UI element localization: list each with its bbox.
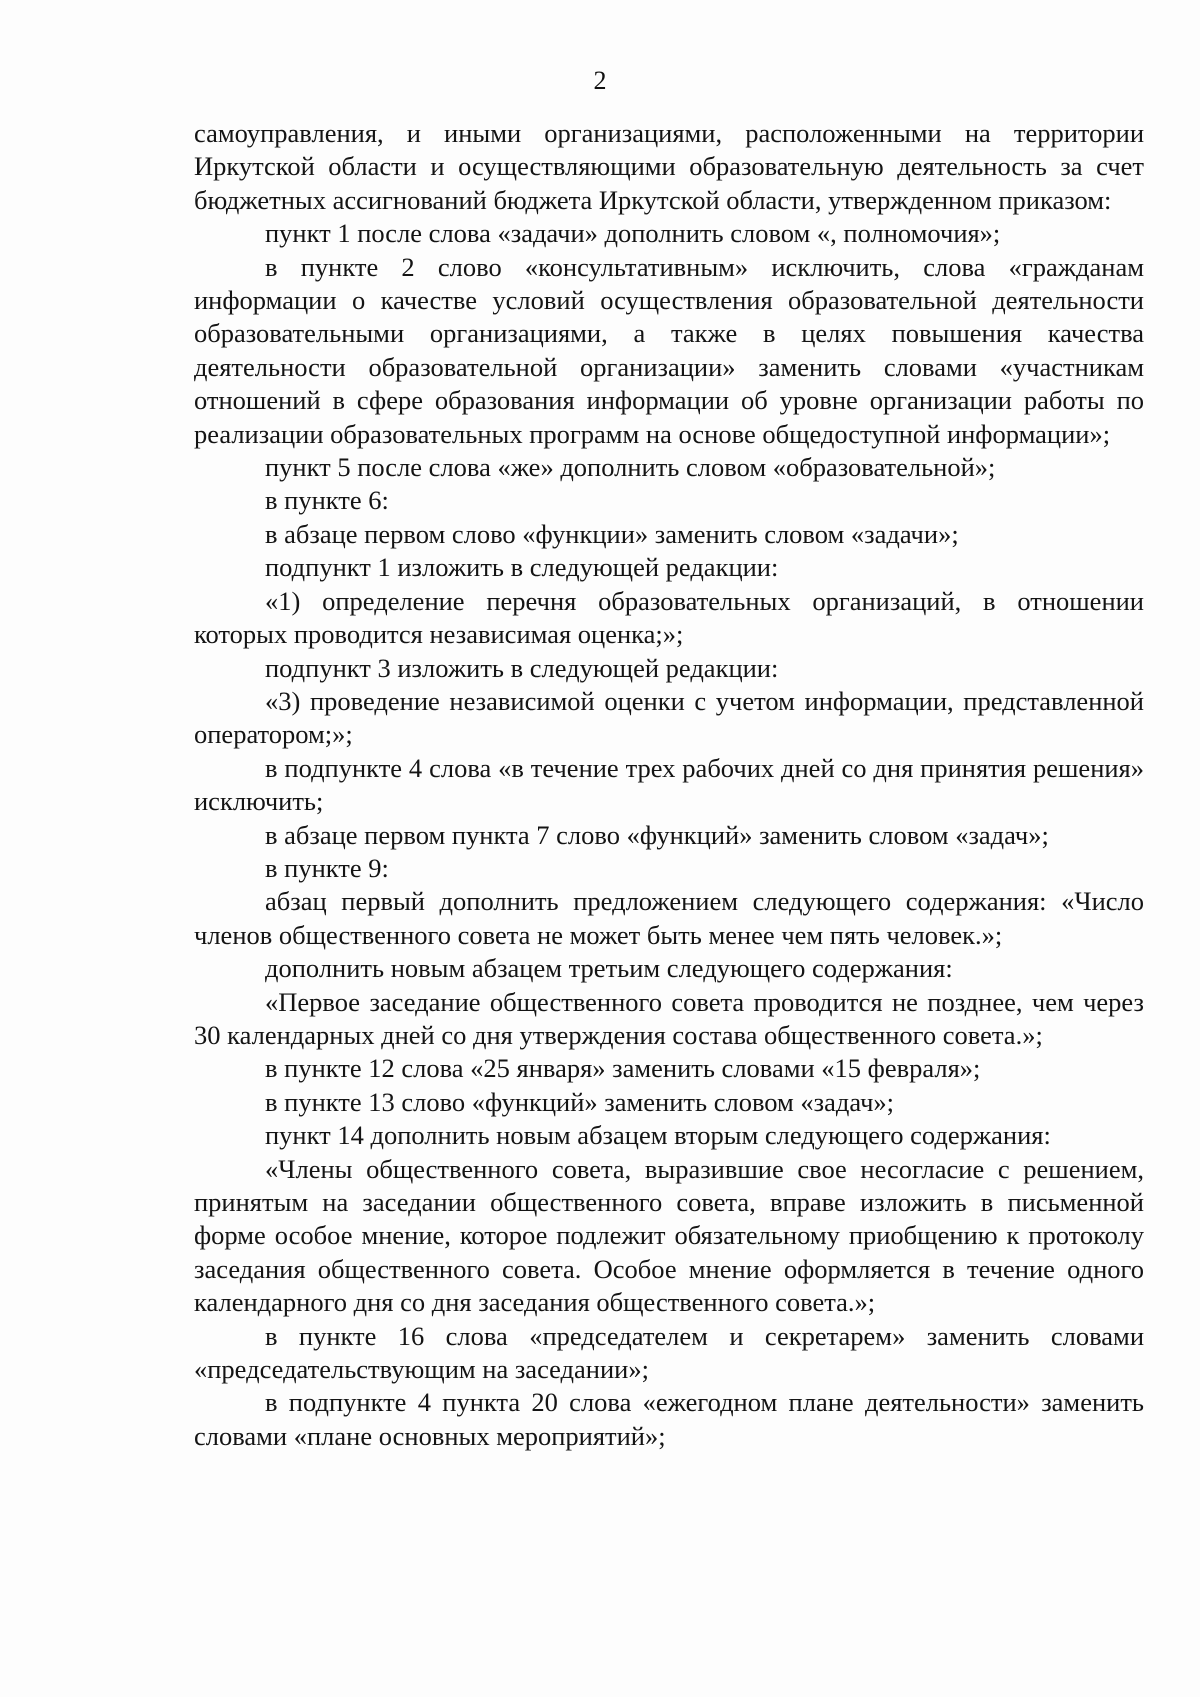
paragraph-subitem-3-heading: подпункт 3 изложить в следующей редакции: [265, 652, 779, 683]
page-number: 2 [593, 66, 607, 95]
document-body [194, 117, 1144, 1453]
paragraph-item-6-first-abzac: в абзаце первом слово «функции» заменить словом «задачи»; [265, 518, 959, 549]
paragraph-item-7: в абзаце первом пункта 7 слово «функций» заменить словом «задач»; [265, 819, 1049, 850]
paragraph-subitem-1-heading: подпункт 1 изложить в следующей редакции: [265, 552, 779, 583]
paragraph-item-16: в пункте 16 слова «председателем и секретарем» заменить словами «председательствующим на заседании»; [194, 1320, 1144, 1385]
paragraph-item-9-third-abzac-text: «Первое заседание общественного совета проводится не позднее, чем через 30 календарных дней со дня утверждения состава общественного совета.»; [194, 986, 1144, 1050]
paragraph-item-14-heading: пункт 14 дополнить новым абзацем вторым следующего содержания: [265, 1120, 1051, 1151]
paragraph-subitem-1-text: «1) определение перечня образовательных организаций, в отношении которых проводится независимая оценка;»; [194, 585, 1144, 650]
paragraph-item-6: в пункте 6: [265, 485, 389, 516]
paragraph-item-14-text: «Члены общественного совета, выразившие свое несогласие с решением, принятым на заседании общественного совета, вправе изложить в письменной форме особое мнение, которое подлежит обязательному приобщению к протоколу заседания общественного совета. Особое мнение оформляется в течение одного календарного дня со дня заседания общественного совета.»; [194, 1153, 1144, 1318]
paragraph-item-9-third-abzac-heading: дополнить новым абзацем третьим следующего содержания: [265, 953, 953, 984]
paragraph-item-20: в подпункте 4 пункта 20 слова «ежегодном плане деятельности» заменить словами «плане основных мероприятий»; [194, 1387, 1144, 1451]
paragraph-item-13: в пункте 13 слово «функций» заменить словом «задач»; [265, 1086, 895, 1117]
paragraph-item-12: в пункте 12 слова «25 января» заменить словами «15 февраля»; [265, 1053, 981, 1084]
paragraph-item-9: в пункте 9: [265, 852, 389, 883]
paragraph-item-5: пункт 5 после слова «же» дополнить словом «образовательной»; [265, 452, 996, 483]
paragraph-item-1: пункт 1 после слова «задачи» дополнить словом «, полномочия»; [265, 218, 1001, 249]
paragraph-item-2: в пункте 2 слово «консультативным» исключить, слова «гражданам информации о качестве условий осуществления образовательной деятельности образовательными организациями, а также в целях повышения качества деятельности образовательной организации» заменить словами «участникам отношений в сфере образования информации об уровне организации работы по реализации образовательных программ на основе общедоступной информации»; [194, 251, 1144, 449]
paragraph-continuation: самоуправления, и иными организациями, расположенными на территории Иркутской области и осуществляющими образовательную деятельность за счет бюджетных ассигнований бюджета Иркутской области, утвержденном приказом: [194, 118, 1144, 215]
paragraph-item-9-first-abzac: абзац первый дополнить предложением следующего содержания: «Число членов общественного совета не может быть менее чем пять человек.»; [194, 886, 1144, 950]
paragraph-subitem-4: в подпункте 4 слова «в течение трех рабочих дней со дня принятия решения» исключить; [194, 752, 1144, 817]
paragraph-subitem-3-text: «3) проведение независимой оценки с учетом информации, представленной оператором;»; [194, 685, 1144, 750]
